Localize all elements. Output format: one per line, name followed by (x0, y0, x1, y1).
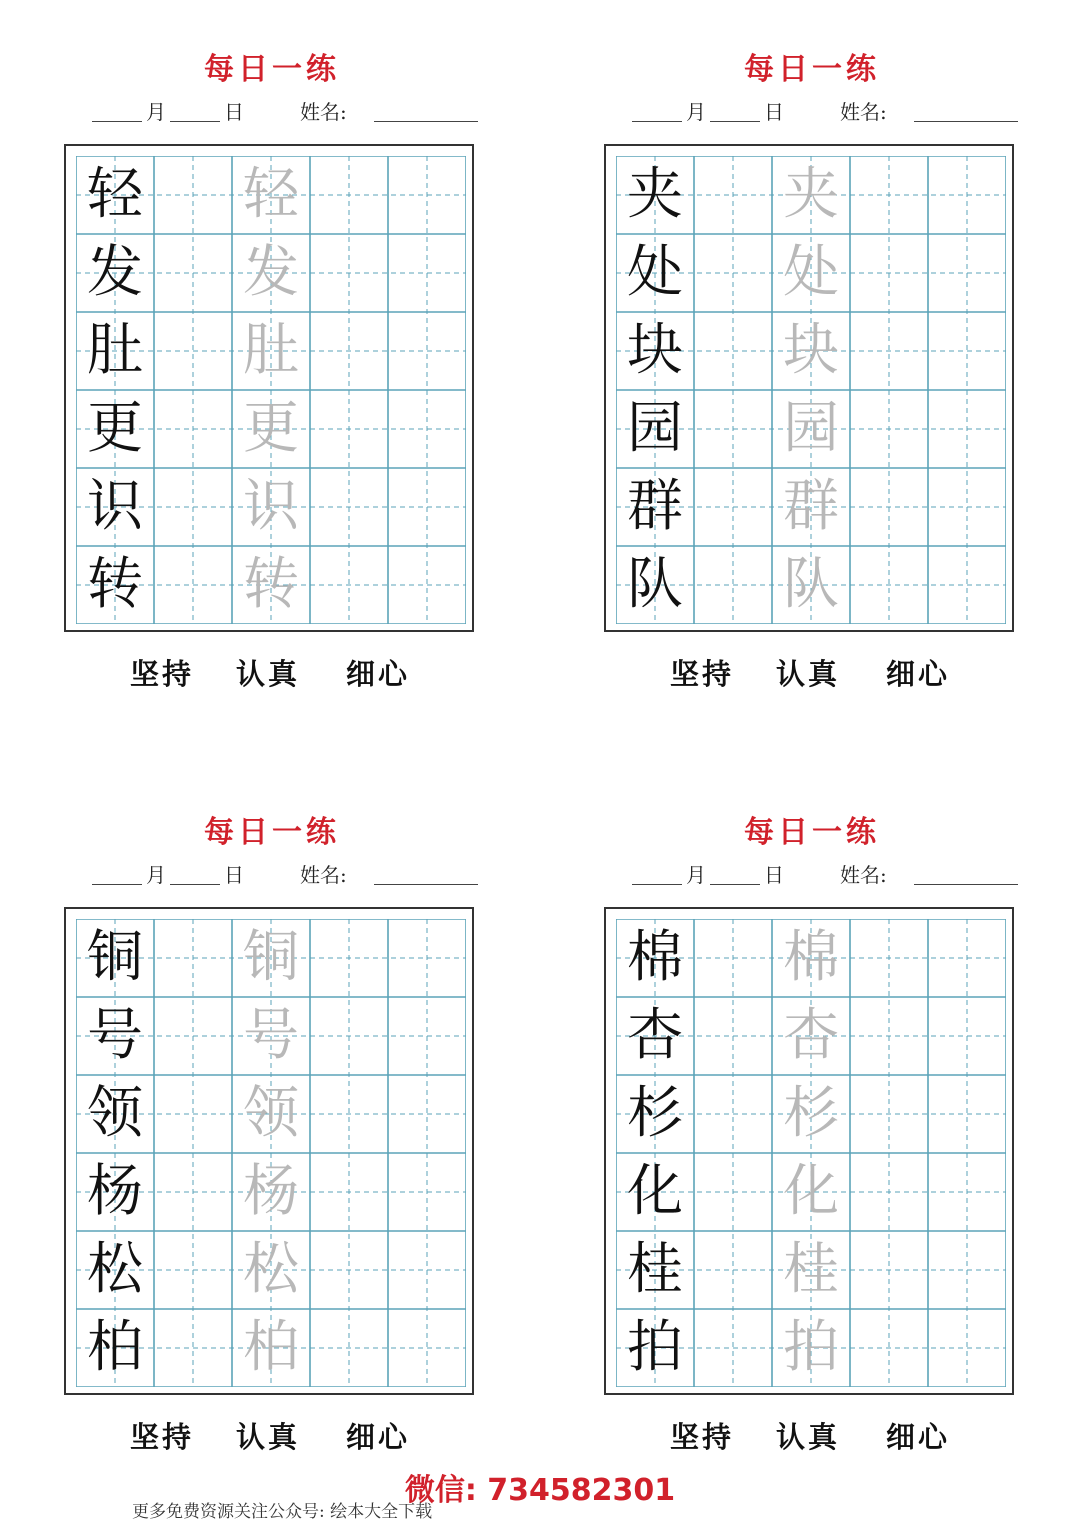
model-character: 轻 (87, 162, 143, 227)
name-label: 姓名: (840, 863, 887, 887)
day-blank[interactable] (170, 884, 220, 885)
name-blank[interactable] (374, 884, 478, 885)
day-blank[interactable] (710, 884, 760, 885)
writing-grid-frame[interactable] (604, 144, 1014, 632)
model-character: 领 (87, 1081, 143, 1146)
sheet-title: 每日一练 (744, 815, 880, 850)
trace-character: 轻 (243, 162, 299, 227)
model-character: 棉 (627, 925, 683, 990)
model-character: 杏 (627, 1003, 683, 1068)
day-label: 日 (764, 100, 784, 124)
month-blank[interactable] (92, 121, 142, 122)
trace-character: 群 (783, 474, 839, 539)
month-label: 月 (146, 100, 166, 124)
model-character: 肚 (87, 318, 143, 383)
trace-character: 队 (783, 552, 839, 617)
trace-character: 柏 (243, 1315, 299, 1380)
motto (122, 652, 452, 692)
model-character: 块 (627, 318, 683, 383)
model-character: 转 (87, 552, 143, 617)
name-blank[interactable] (374, 121, 478, 122)
day-label: 日 (764, 863, 784, 887)
motto-word: 认真 (776, 1420, 841, 1454)
month-blank[interactable] (632, 884, 682, 885)
date-name-line (90, 861, 482, 891)
motto-word: 细心 (346, 657, 411, 691)
motto-word: 坚持 (670, 1420, 735, 1454)
trace-character: 块 (783, 318, 839, 383)
motto-word: 坚持 (130, 657, 195, 691)
date-name-line (630, 98, 1022, 128)
month-label: 月 (686, 100, 706, 124)
trace-character: 转 (243, 552, 299, 617)
practice-sheet (62, 0, 482, 691)
trace-character: 铜 (243, 925, 299, 990)
month-blank[interactable] (92, 884, 142, 885)
month-label: 月 (146, 863, 166, 887)
trace-character: 发 (243, 240, 299, 305)
motto-word: 认真 (236, 1420, 301, 1454)
sheet-title: 每日一练 (744, 52, 880, 87)
trace-character: 桂 (783, 1237, 839, 1302)
practice-sheet (62, 763, 482, 1454)
motto-word: 认真 (236, 657, 301, 691)
motto-word: 坚持 (670, 657, 735, 691)
model-character: 杨 (87, 1159, 143, 1224)
model-character: 园 (627, 396, 683, 461)
day-blank[interactable] (710, 121, 760, 122)
day-blank[interactable] (170, 121, 220, 122)
month-label: 月 (686, 863, 706, 887)
trace-character: 杉 (783, 1081, 839, 1146)
trace-character: 处 (783, 240, 839, 305)
model-character: 队 (627, 552, 683, 617)
day-label: 日 (224, 863, 244, 887)
motto (122, 1415, 452, 1455)
name-blank[interactable] (914, 884, 1018, 885)
trace-character: 夹 (783, 162, 839, 227)
writing-grid-frame[interactable] (604, 907, 1014, 1395)
model-character: 号 (87, 1003, 143, 1068)
model-character: 拍 (627, 1315, 683, 1380)
name-label: 姓名: (300, 863, 347, 887)
model-character: 铜 (87, 925, 143, 990)
day-label: 日 (224, 100, 244, 124)
motto (662, 1415, 992, 1455)
trace-character: 拍 (783, 1315, 839, 1380)
trace-character: 园 (783, 396, 839, 461)
trace-character: 杏 (783, 1003, 839, 1068)
model-character: 化 (627, 1159, 683, 1224)
model-character: 发 (87, 240, 143, 305)
writing-grid-frame[interactable] (64, 907, 474, 1395)
model-character: 处 (627, 240, 683, 305)
trace-character: 肚 (243, 318, 299, 383)
motto-word: 坚持 (130, 1420, 195, 1454)
model-character: 杉 (627, 1081, 683, 1146)
model-character: 群 (627, 474, 683, 539)
writing-grid-frame[interactable] (64, 144, 474, 632)
trace-character: 号 (243, 1003, 299, 1068)
model-character: 松 (87, 1237, 143, 1302)
trace-character: 识 (243, 474, 299, 539)
sheet-title: 每日一练 (204, 815, 340, 850)
model-character: 更 (87, 396, 143, 461)
name-label: 姓名: (840, 100, 887, 124)
trace-character: 领 (243, 1081, 299, 1146)
model-character: 夹 (627, 162, 683, 227)
date-name-line (90, 98, 482, 128)
date-name-line (630, 861, 1022, 891)
motto (662, 652, 992, 692)
model-character: 桂 (627, 1237, 683, 1302)
motto-word: 细心 (886, 657, 951, 691)
wechat-contact: 微信: 734582301 (404, 1473, 676, 1508)
motto-word: 认真 (776, 657, 841, 691)
trace-character: 更 (243, 396, 299, 461)
motto-word: 细心 (346, 1420, 411, 1454)
trace-character: 化 (783, 1159, 839, 1224)
month-blank[interactable] (632, 121, 682, 122)
model-character: 识 (87, 474, 143, 539)
sheet-title: 每日一练 (204, 52, 340, 87)
trace-character: 棉 (783, 925, 839, 990)
practice-sheet (602, 763, 1022, 1454)
model-character: 柏 (87, 1315, 143, 1380)
name-blank[interactable] (914, 121, 1018, 122)
trace-character: 松 (243, 1237, 299, 1302)
name-label: 姓名: (300, 100, 347, 124)
practice-sheet (602, 0, 1022, 691)
motto-word: 细心 (886, 1420, 951, 1454)
trace-character: 杨 (243, 1159, 299, 1224)
footer-note: 更多免费资源关注公众号: 绘本大全下载 (132, 1502, 433, 1522)
